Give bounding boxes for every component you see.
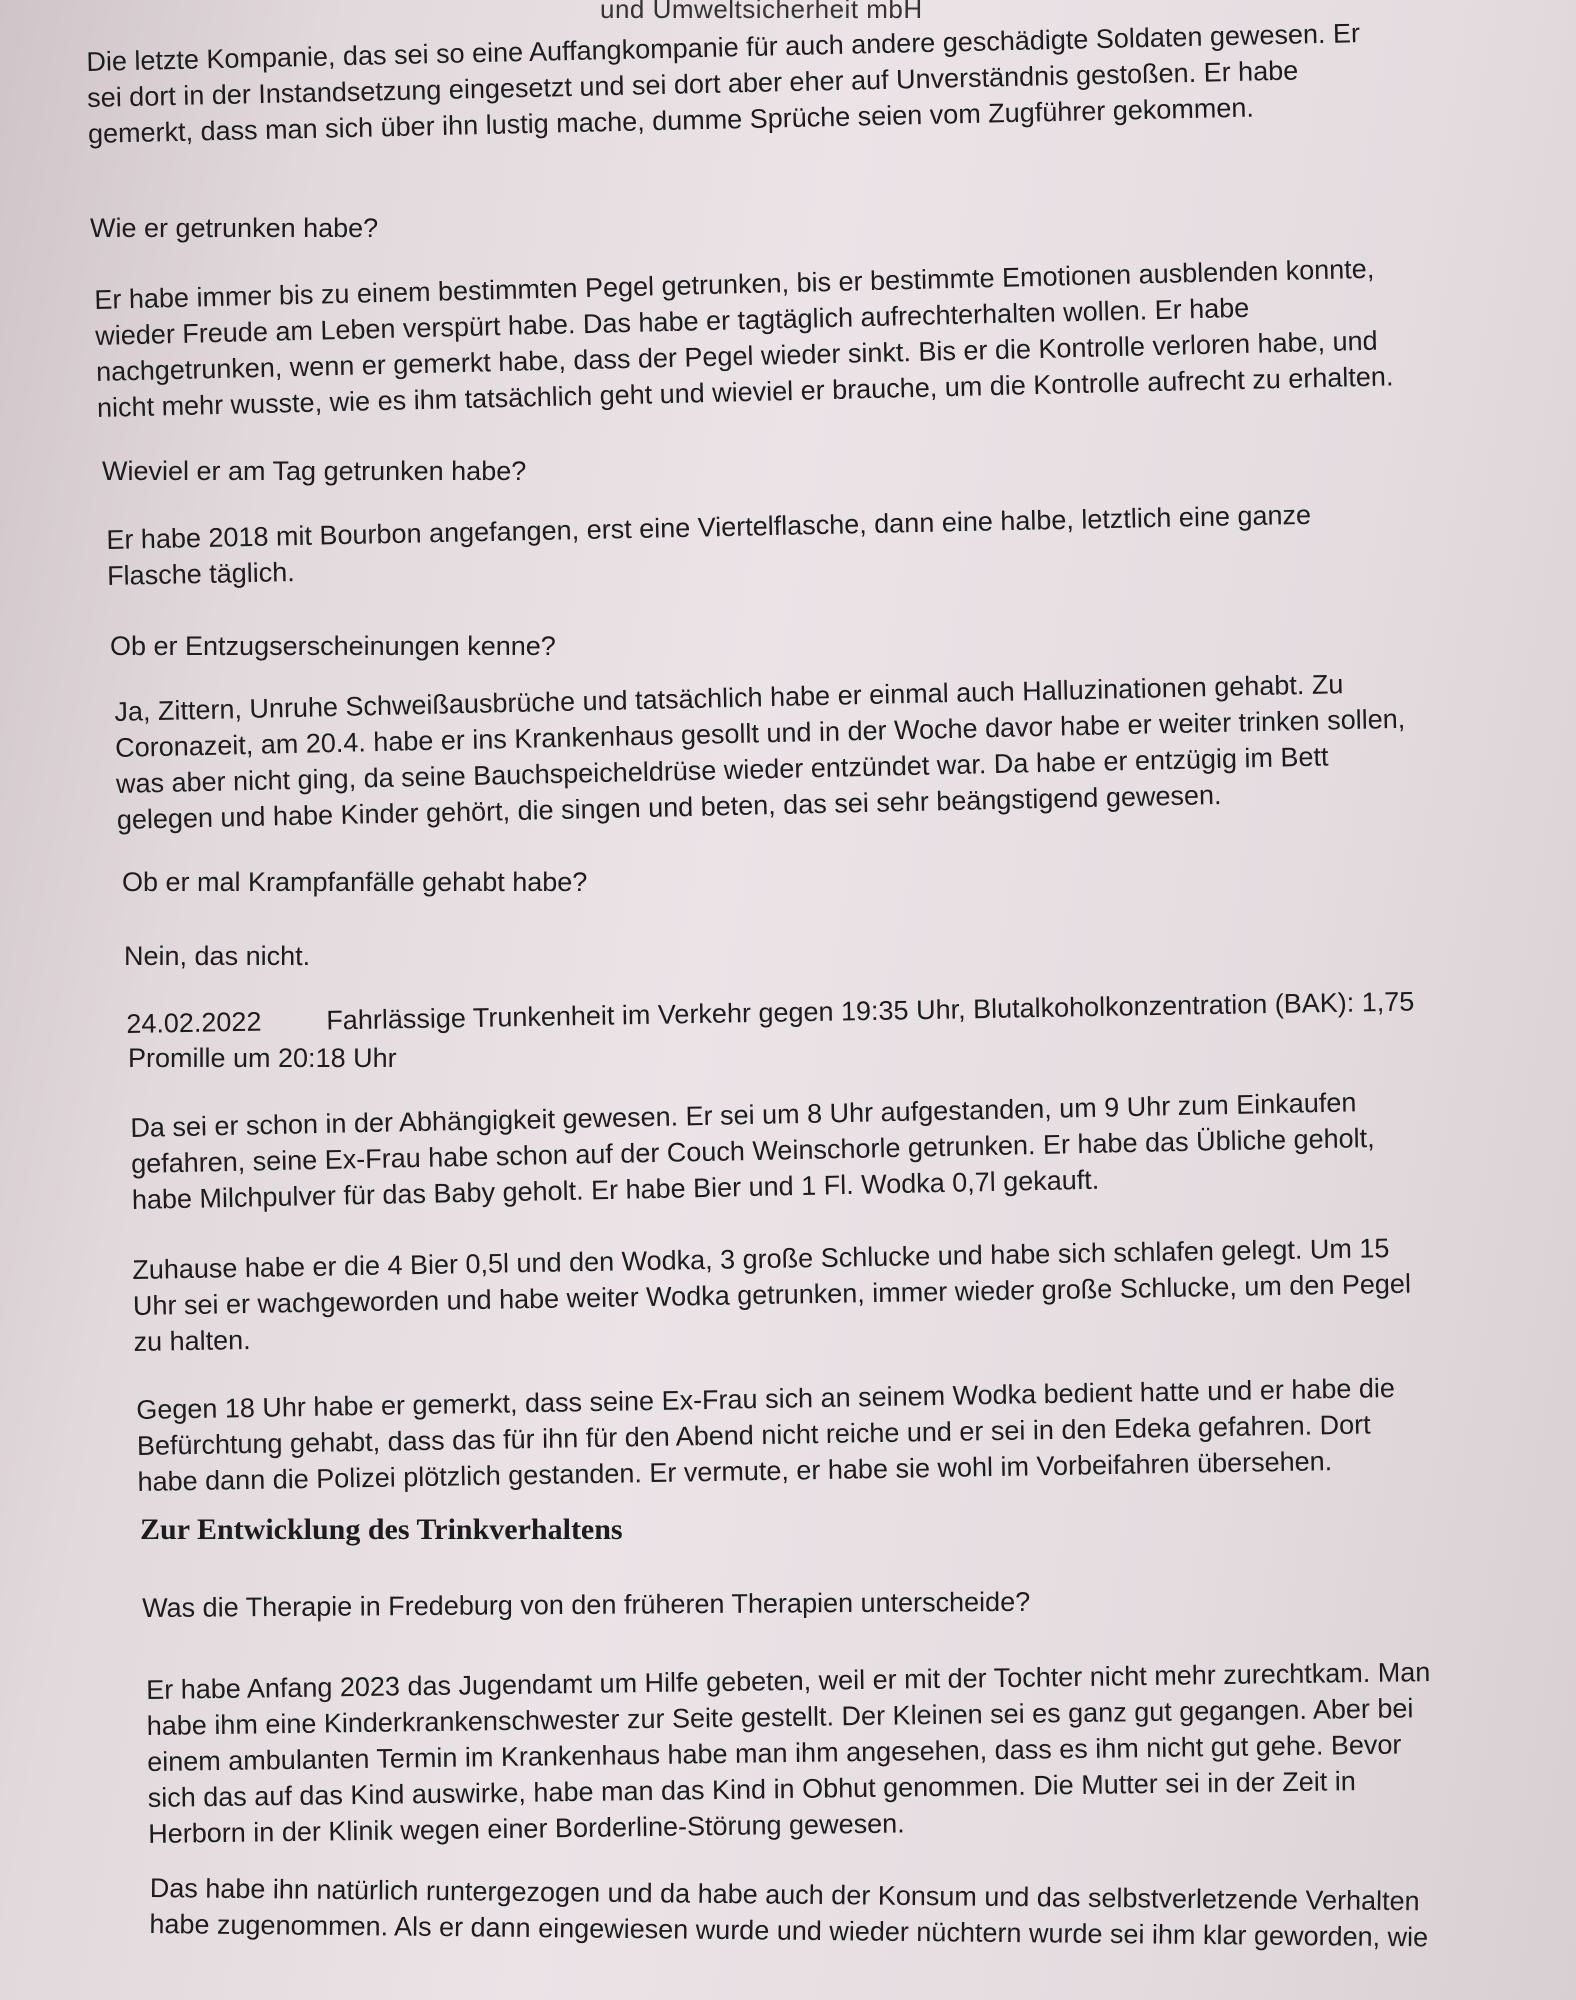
paragraph-zuhause: Zuhause habe er die 4 Bier 0,5l und den Wodka, 3 große Schlucke und habe sich schlafen gelegt. Um 15 Uhr sei er wachgeworden und habe weiter Wodka getrunken, immer wieder große Schlucke, um den Pegel zu halten.: [132, 1233, 1412, 1357]
question-wieviel: Wieviel er am Tag getrunken habe?: [102, 456, 527, 486]
letterhead-fragment: und Umweltsicherheit mbH: [600, 0, 923, 24]
incident-description: Fahrlässige Trunkenheit im Verkehr gegen 19:35 Uhr, Blutalkoholkonzentration (BAK): 1,75: [326, 986, 1415, 1036]
question-entzug: Ob er Entzugserscheinungen kenne?: [110, 631, 556, 661]
paragraph-polizei: Gegen 18 Uhr habe er gemerkt, dass seine Ex-Frau sich an seinem Wodka bedient hatte und er habe die Befürchtung gehabt, dass das für ihn für den Abend nicht reiche und er sei in den Edeka gefahren. Dort habe dann die Polizei plötzlich gestanden. Er vermute, er habe sie wohl im Vorbeifahren übersehen.: [136, 1373, 1396, 1497]
section-heading: Zur Entwicklung des Trinkverhaltens: [140, 1513, 623, 1546]
paragraph-pegel: Er habe immer bis zu einem bestimmten Pegel getrunken, bis er bestimmte Emotionen ausblenden konnte, wieder Freude am Leben verspürt habe. Das habe er tagtäglich aufrechterhalten wollen. Er habe nachgetrunken, wenn er gemerkt habe, dass der Pegel wieder sinkt. Bis er die Kontrolle verloren habe, und nicht mehr wusste, wie es ihm tatsächlich geht und wieviel er brauche, um die Kontrolle aufrecht zu erhalten.: [94, 253, 1394, 423]
paragraph-bourbon: Er habe 2018 mit Bourbon angefangen, erst eine Viertelflasche, dann eine halbe, letztlich eine ganze Flasche täglich.: [106, 499, 1312, 591]
question-trinken: Wie er getrunken habe?: [90, 213, 379, 243]
incident-line-1: [126, 984, 1415, 1042]
incident-date: 24.02.2022: [126, 1006, 262, 1039]
paragraph-entzug: Ja, Zittern, Unruhe Schweißausbrüche und tatsächlich habe er einmal auch Halluzinationen gehabt. Zu Coronazeit, am 20.4. habe er ins Krankenhaus gesollt und in der Woche davor habe er weiter trinken sollen, was aber nicht ging, da seine Bauchspeicheldrüse wieder entzündet war. Da habe er entzügig im Bett gelegen und habe Kinder gehört, die singen und beten, das sei sehr beängstigend gewesen.: [114, 669, 1406, 835]
question-therapie: Was die Therapie in Fredeburg von den früheren Therapien unterscheide?: [142, 1586, 1031, 1623]
paragraph-abhaengigkeit: Da sei er schon in der Abhängigkeit gewesen. Er sei um 8 Uhr aufgestanden, um 9 Uhr zum Einkaufen gefahren, seine Ex-Frau habe schon auf der Couch Weinschorle getrunken. Er habe das Übliche geholt, habe Milchpulver für das Baby geholt. Er habe Bier und 1 Fl. Wodka 0,7l gekauft.: [130, 1087, 1375, 1215]
paragraph-kompanie: Die letzte Kompanie, das sei so eine Auffangkompanie für auch andere geschädigte Soldaten gewesen. Er sei dort in der Instandsetzung eingesetzt und sei dort aber eher auf Unverständnis gestoßen. Er habe gemerkt, dass man sich über ihn lustig mache, dumme Sprüche seien vom Zugführer gekommen.: [86, 18, 1361, 149]
incident-line-2: Promille um 20:18 Uhr: [128, 1043, 397, 1073]
paragraph-konsum: Das habe ihn natürlich runtergezogen und da habe auch der Konsum und das selbstverletzende Verhalten habe zugenommen. Als er dann eingewiesen wurde und wieder nüchtern wurde sei ihm klar geworden, wie: [149, 1872, 1429, 1953]
paragraph-jugendamt: Er habe Anfang 2023 das Jugendamt um Hilfe gebeten, weil er mit der Tochter nicht mehr zurechtkam. Man habe ihm eine Kinderkrankenschwester zur Seite gestellt. Der Kleinen sei es ganz gut gegangen. Aber bei einem ambulanten Termin im Krankenhaus habe man ihm angesehen, dass es ihm nicht gut gehe. Bevor sich das auf das Kind auswirke, habe man das Kind in Obhut genommen. Die Mutter sei in der Zeit in Herborn in der Klinik wegen einer Borderline-Störung gewesen.: [146, 1657, 1431, 1849]
answer-nein: Nein, das nicht.: [124, 941, 311, 971]
question-krampf: Ob er mal Krampfanfälle gehabt habe?: [122, 867, 588, 897]
